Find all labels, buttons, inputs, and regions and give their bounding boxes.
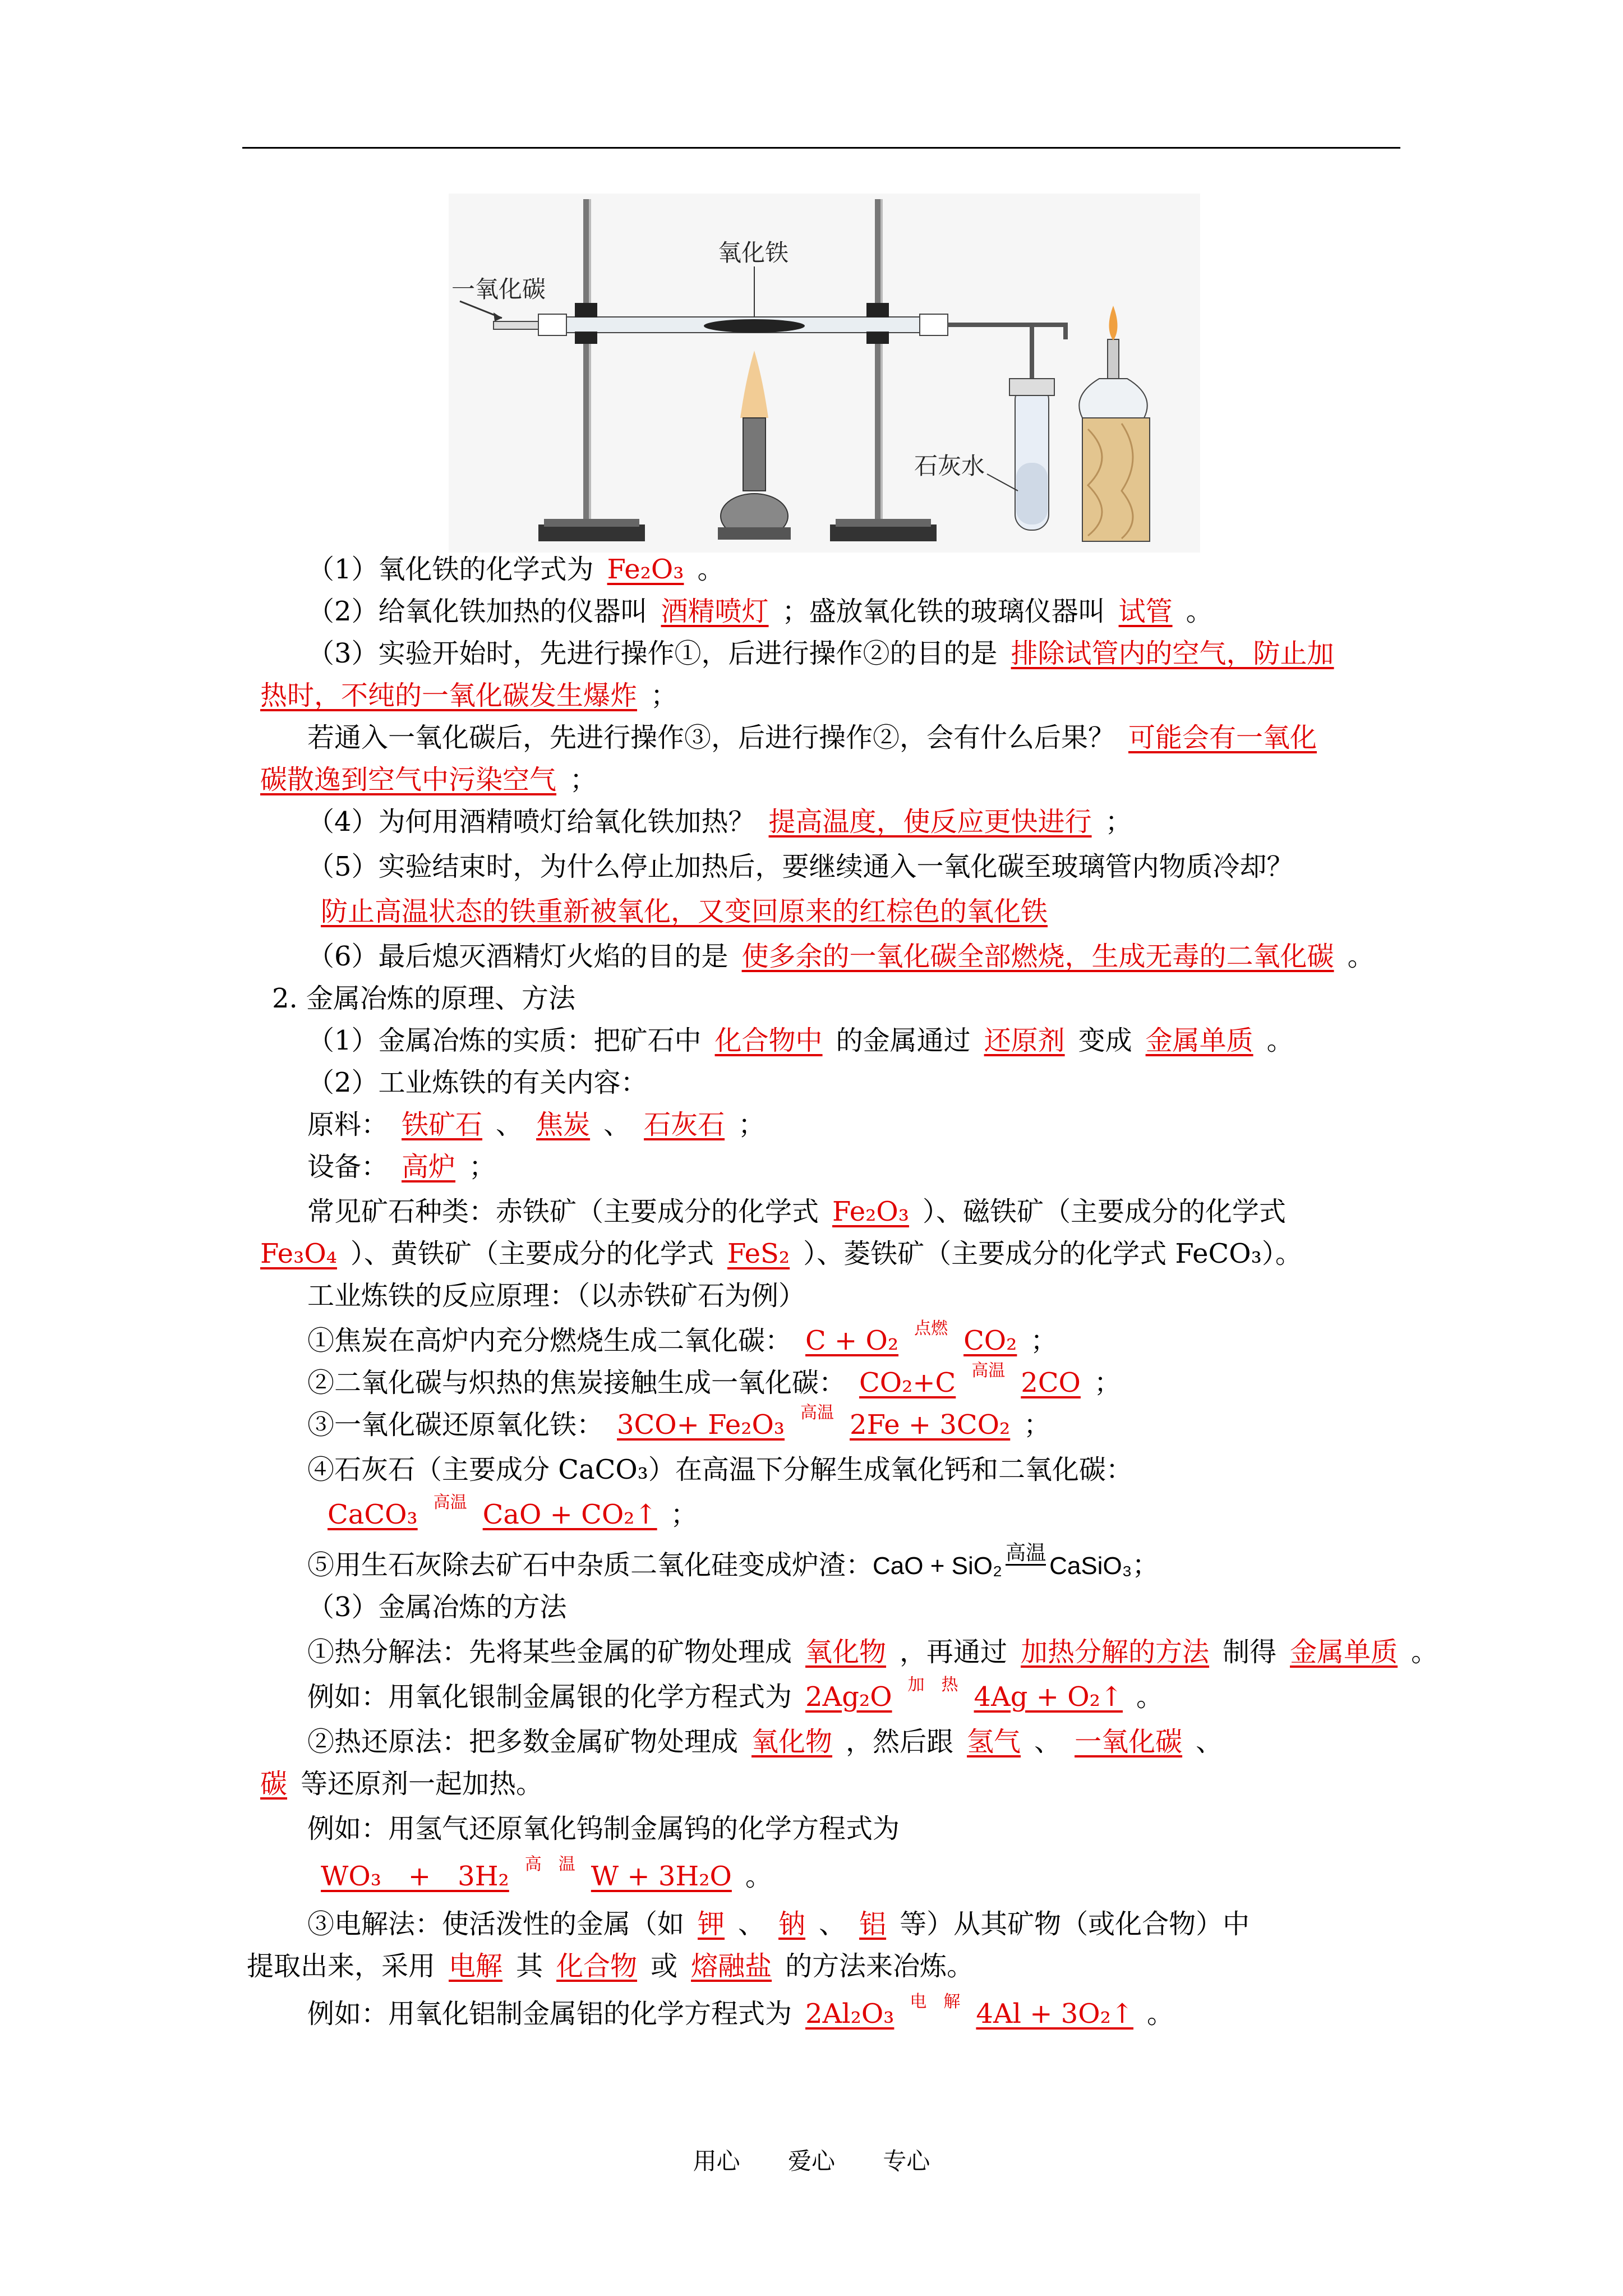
prompt-text: （3）金属冶炼的方法 [307, 1591, 567, 1623]
text-line [307, 1675, 1623, 1718]
answer-blank: 酒精喷灯 [661, 596, 769, 627]
prompt-text: 、 [1034, 1726, 1062, 1757]
answer-blank: 防止高温状态的铁重新被氧化，又变回原来的红棕色的氧化铁 [321, 896, 1048, 927]
text-line [247, 1237, 1623, 1271]
prompt-text: 制得 [1223, 1636, 1277, 1668]
prompt-text: ④石灰石（主要成分 CaCO₃）在高温下分解生成氧化钙和二氧化碳： [307, 1454, 1133, 1485]
answer-blank: C + O₂ [805, 1325, 899, 1356]
prompt-text: 。 [1136, 1681, 1164, 1713]
prompt-text: 原料： [307, 1109, 389, 1140]
prompt-text: 或 [651, 1950, 678, 1982]
answer-blank: 还原剂 [984, 1025, 1065, 1056]
text-line [307, 1907, 1623, 1941]
prompt-text: 、 [738, 1908, 766, 1940]
answer-blank: 电解 [449, 1950, 503, 1982]
text-line [307, 850, 1623, 884]
prompt-text: 的方法来冶炼。 [785, 1950, 974, 1982]
prompt-text: ； [738, 1109, 766, 1140]
answer-blank: FeS₂ [727, 1238, 790, 1269]
label-fe2o3: 氧化铁 [718, 239, 789, 266]
prompt-text: 。 [1347, 941, 1375, 972]
equation-text: CaO + SiO₂ [873, 1552, 1003, 1580]
prompt-text: 设备： [307, 1151, 389, 1182]
text-line [307, 1150, 1623, 1184]
prompt-text: （3）实验开始时，先进行操作①，后进行操作②的目的是 [307, 638, 998, 669]
answer-blank: 4Ag + O₂↑ [974, 1681, 1123, 1713]
reaction-condition: 电 解 [910, 1992, 961, 2012]
equation-text: CaSiO₃ [1049, 1552, 1132, 1580]
text-line [307, 595, 1623, 628]
answer-blank: 排除试管内的空气，防止加 [1011, 638, 1334, 669]
footer-word-1: 用心 [693, 2147, 740, 2175]
prompt-text: 变成 [1078, 1025, 1132, 1056]
text-line [307, 1066, 1623, 1099]
prompt-text: 。 [697, 554, 725, 585]
footer [0, 2143, 1623, 2177]
prompt-text: （5）实验结束时，为什么停止加热后，要继续通入一氧化碳至玻璃管内物质冷却？ [307, 851, 1294, 882]
text-line [307, 721, 1623, 754]
answer-blank: CaCO₃ [328, 1499, 418, 1530]
prompt-text: 的金属通过 [836, 1025, 971, 1056]
prompt-text: ①焦炭在高炉内充分燃烧生成二氧化碳： [307, 1325, 792, 1356]
reaction-condition: 高温 [800, 1403, 834, 1423]
prompt-text: ； [1094, 1367, 1121, 1398]
prompt-text: 、 [496, 1109, 523, 1140]
answer-blank: 热时，不纯的一氧化碳发生爆炸 [260, 680, 638, 711]
answer-blank: CO₂+C [859, 1367, 956, 1398]
answer-blank: 化合物 [556, 1950, 638, 1982]
prompt-text: 。 [1411, 1636, 1438, 1668]
answer-blank: 高炉 [402, 1151, 456, 1182]
prompt-text: 。 [1186, 596, 1213, 627]
answer-blank: Fe₂O₃ [832, 1196, 909, 1227]
answer-blank: 试管 [1118, 596, 1173, 627]
answer-blank: 铝 [859, 1908, 887, 1940]
answer-blank: 化合物中 [714, 1025, 823, 1056]
prompt-text: 例如：用氧化铝制金属铝的化学方程式为 [307, 1998, 792, 2030]
prompt-text: ⑤用生石灰除去矿石中杂质二氧化硅变成炉渣： [307, 1549, 873, 1581]
answer-blank: CaO + CO₂↑ [482, 1499, 657, 1530]
reaction-condition: 高温 [1006, 1542, 1046, 1566]
answer-blank: 钠 [778, 1908, 806, 1940]
text-line [307, 1590, 1623, 1624]
text-line [307, 1725, 1623, 1759]
prompt-text: 例如：用氢气还原氧化钨制金属钨的化学方程式为 [307, 1813, 900, 1844]
prompt-text: ，然后跟 [846, 1726, 954, 1757]
text-line [307, 1855, 1623, 1897]
prompt-text: ；盛放氧化铁的玻璃仪器叫 [782, 596, 1105, 627]
prompt-text: 常见矿石种类：赤铁矿（主要成分的化学式 [307, 1196, 819, 1227]
answer-blank: Fe₃O₄ [260, 1238, 337, 1269]
text-line [247, 679, 1623, 712]
text-line [247, 1949, 1623, 1983]
prompt-text: ，再通过 [900, 1636, 1008, 1668]
text-line [307, 1453, 1623, 1487]
prompt-text: 2. 金属冶炼的原理、方法 [272, 983, 576, 1014]
answer-blank: W + 3H₂O [591, 1861, 732, 1892]
prompt-text: 、 [1196, 1726, 1223, 1757]
answer-blank: 可能会有一氧化 [1128, 722, 1317, 753]
text-line [307, 1403, 1623, 1446]
prompt-text: （2）工业炼铁的有关内容： [307, 1067, 648, 1098]
answer-blank: 2Fe + 3CO₂ [850, 1409, 1011, 1441]
answer-blank: 使多余的一氧化碳全部燃烧，生成无毒的二氧化碳 [741, 941, 1334, 972]
prompt-text: ）、菱铁矿（主要成分的化学式 FeCO₃）。 [803, 1238, 1302, 1269]
prompt-text: ； [469, 1151, 496, 1182]
text-line [247, 763, 1623, 797]
prompt-text: ； [1132, 1549, 1159, 1581]
prompt-text: （1）金属冶炼的实质：把矿石中 [307, 1025, 702, 1056]
prompt-text: ）、黄铁矿（主要成分的化学式 [350, 1238, 714, 1269]
prompt-text: 、 [603, 1109, 631, 1140]
prompt-text: （1）氧化铁的化学式为 [307, 554, 594, 585]
reaction-condition: 高温 [971, 1361, 1006, 1381]
answer-blank: 熔融盐 [691, 1950, 772, 1982]
prompt-text: 若通入一氧化碳后，先进行操作③，后进行操作②，会有什么后果？ [307, 722, 1115, 753]
text-line [307, 1279, 1623, 1313]
prompt-text: 例如：用氧化银制金属银的化学方程式为 [307, 1681, 792, 1713]
answer-blank: Fe₂O₃ [607, 554, 684, 585]
answer-blank: WO₃ + 3H₂ [321, 1861, 509, 1892]
text-line [307, 1108, 1623, 1142]
prompt-text: ； [1030, 1325, 1058, 1356]
text-line [307, 1195, 1623, 1228]
prompt-text: 等还原剂一起加热。 [301, 1768, 543, 1800]
prompt-text: ③电解法：使活泼性的金属（如 [307, 1908, 685, 1940]
text-line [307, 1812, 1623, 1846]
label-co: 一氧化碳 [451, 275, 546, 303]
answer-blank: 2Al₂O₃ [805, 1998, 895, 2030]
prompt-text: 、 [819, 1908, 846, 1940]
prompt-text: 。 [1266, 1025, 1294, 1056]
answer-blank: 铁矿石 [402, 1109, 483, 1140]
text-line [247, 1767, 1623, 1801]
reaction-condition: 加 热 [907, 1675, 958, 1695]
answer-blank: 碳 [260, 1768, 288, 1800]
text-line [307, 1024, 1623, 1057]
answer-blank: 碳散逸到空气中污染空气 [260, 764, 557, 795]
answer-blank: 氧化物 [805, 1636, 887, 1668]
prompt-text: ； [670, 1499, 698, 1530]
answer-blank: 氢气 [967, 1726, 1021, 1757]
answer-blank: 金属单质 [1145, 1025, 1253, 1056]
reaction-condition: 高 温 [524, 1855, 575, 1874]
prompt-text: ①热分解法：先将某些金属的矿物处理成 [307, 1636, 792, 1668]
prompt-text: ； [1023, 1409, 1051, 1441]
prompt-text: ； [651, 680, 678, 711]
prompt-text: ； [570, 764, 597, 795]
header-rule [242, 147, 1400, 149]
text-line [307, 1319, 1623, 1361]
text-line [307, 805, 1623, 839]
answer-blank: 2Ag₂O [805, 1681, 892, 1713]
answer-blank: 氧化物 [751, 1726, 833, 1757]
answer-blank: 提高温度，使反应更快进行 [768, 806, 1092, 838]
text-line [307, 1635, 1623, 1669]
prompt-text: 。 [745, 1861, 772, 1892]
answer-blank: 钾 [698, 1908, 725, 1940]
answer-blank: 4Al + 3O₂↑ [976, 1998, 1134, 2030]
footer-word-3: 专心 [883, 2147, 930, 2175]
prompt-text: （2）给氧化铁加热的仪器叫 [307, 596, 648, 627]
prompt-text: ； [1105, 806, 1132, 838]
answer-blank: 石灰石 [644, 1109, 725, 1140]
prompt-text: （6）最后熄灭酒精灯火焰的目的是 [307, 941, 728, 972]
footer-word-2: 爱心 [787, 2147, 835, 2175]
text-line [307, 1361, 1623, 1404]
text-line [307, 553, 1623, 586]
prompt-text: 等）从其矿物（或化合物）中 [900, 1908, 1250, 1940]
apparatus-figure [449, 194, 1200, 553]
prompt-text: ）、磁铁矿（主要成分的化学式 [922, 1196, 1286, 1227]
text-line [307, 895, 1623, 928]
answer-blank: 3CO+ Fe₂O₃ [617, 1409, 785, 1441]
text-line [307, 1541, 1623, 1583]
reaction-condition: 高温 [433, 1493, 467, 1512]
text-line [307, 1992, 1623, 2035]
answer-blank: 金属单质 [1290, 1636, 1398, 1668]
reaction-condition: 点燃 [914, 1319, 948, 1338]
prompt-text: ③一氧化碳还原氧化铁： [307, 1409, 604, 1441]
label-limewater: 石灰水 [914, 452, 985, 480]
answer-blank: 加热分解的方法 [1021, 1636, 1210, 1668]
answer-blank: 一氧化碳 [1075, 1726, 1183, 1757]
prompt-text: ②二氧化碳与炽热的焦炭接触生成一氧化碳： [307, 1367, 846, 1398]
prompt-text: 工业炼铁的反应原理：（以赤铁矿石为例） [307, 1280, 806, 1312]
text-line [314, 1493, 1623, 1535]
prompt-text: 。 [1147, 1998, 1174, 2030]
text-line [272, 982, 1623, 1015]
prompt-text: （4）为何用酒精喷灯给氧化铁加热？ [307, 806, 755, 838]
text-line [307, 940, 1623, 973]
text-line [307, 637, 1623, 670]
answer-blank: 2CO [1021, 1367, 1081, 1398]
prompt-text: 提取出来，采用 [247, 1950, 436, 1982]
answer-blank: 焦炭 [536, 1109, 591, 1140]
prompt-text: ②热还原法：把多数金属矿物处理成 [307, 1726, 739, 1757]
answer-blank: CO₂ [963, 1325, 1017, 1356]
prompt-text: 其 [516, 1950, 543, 1982]
